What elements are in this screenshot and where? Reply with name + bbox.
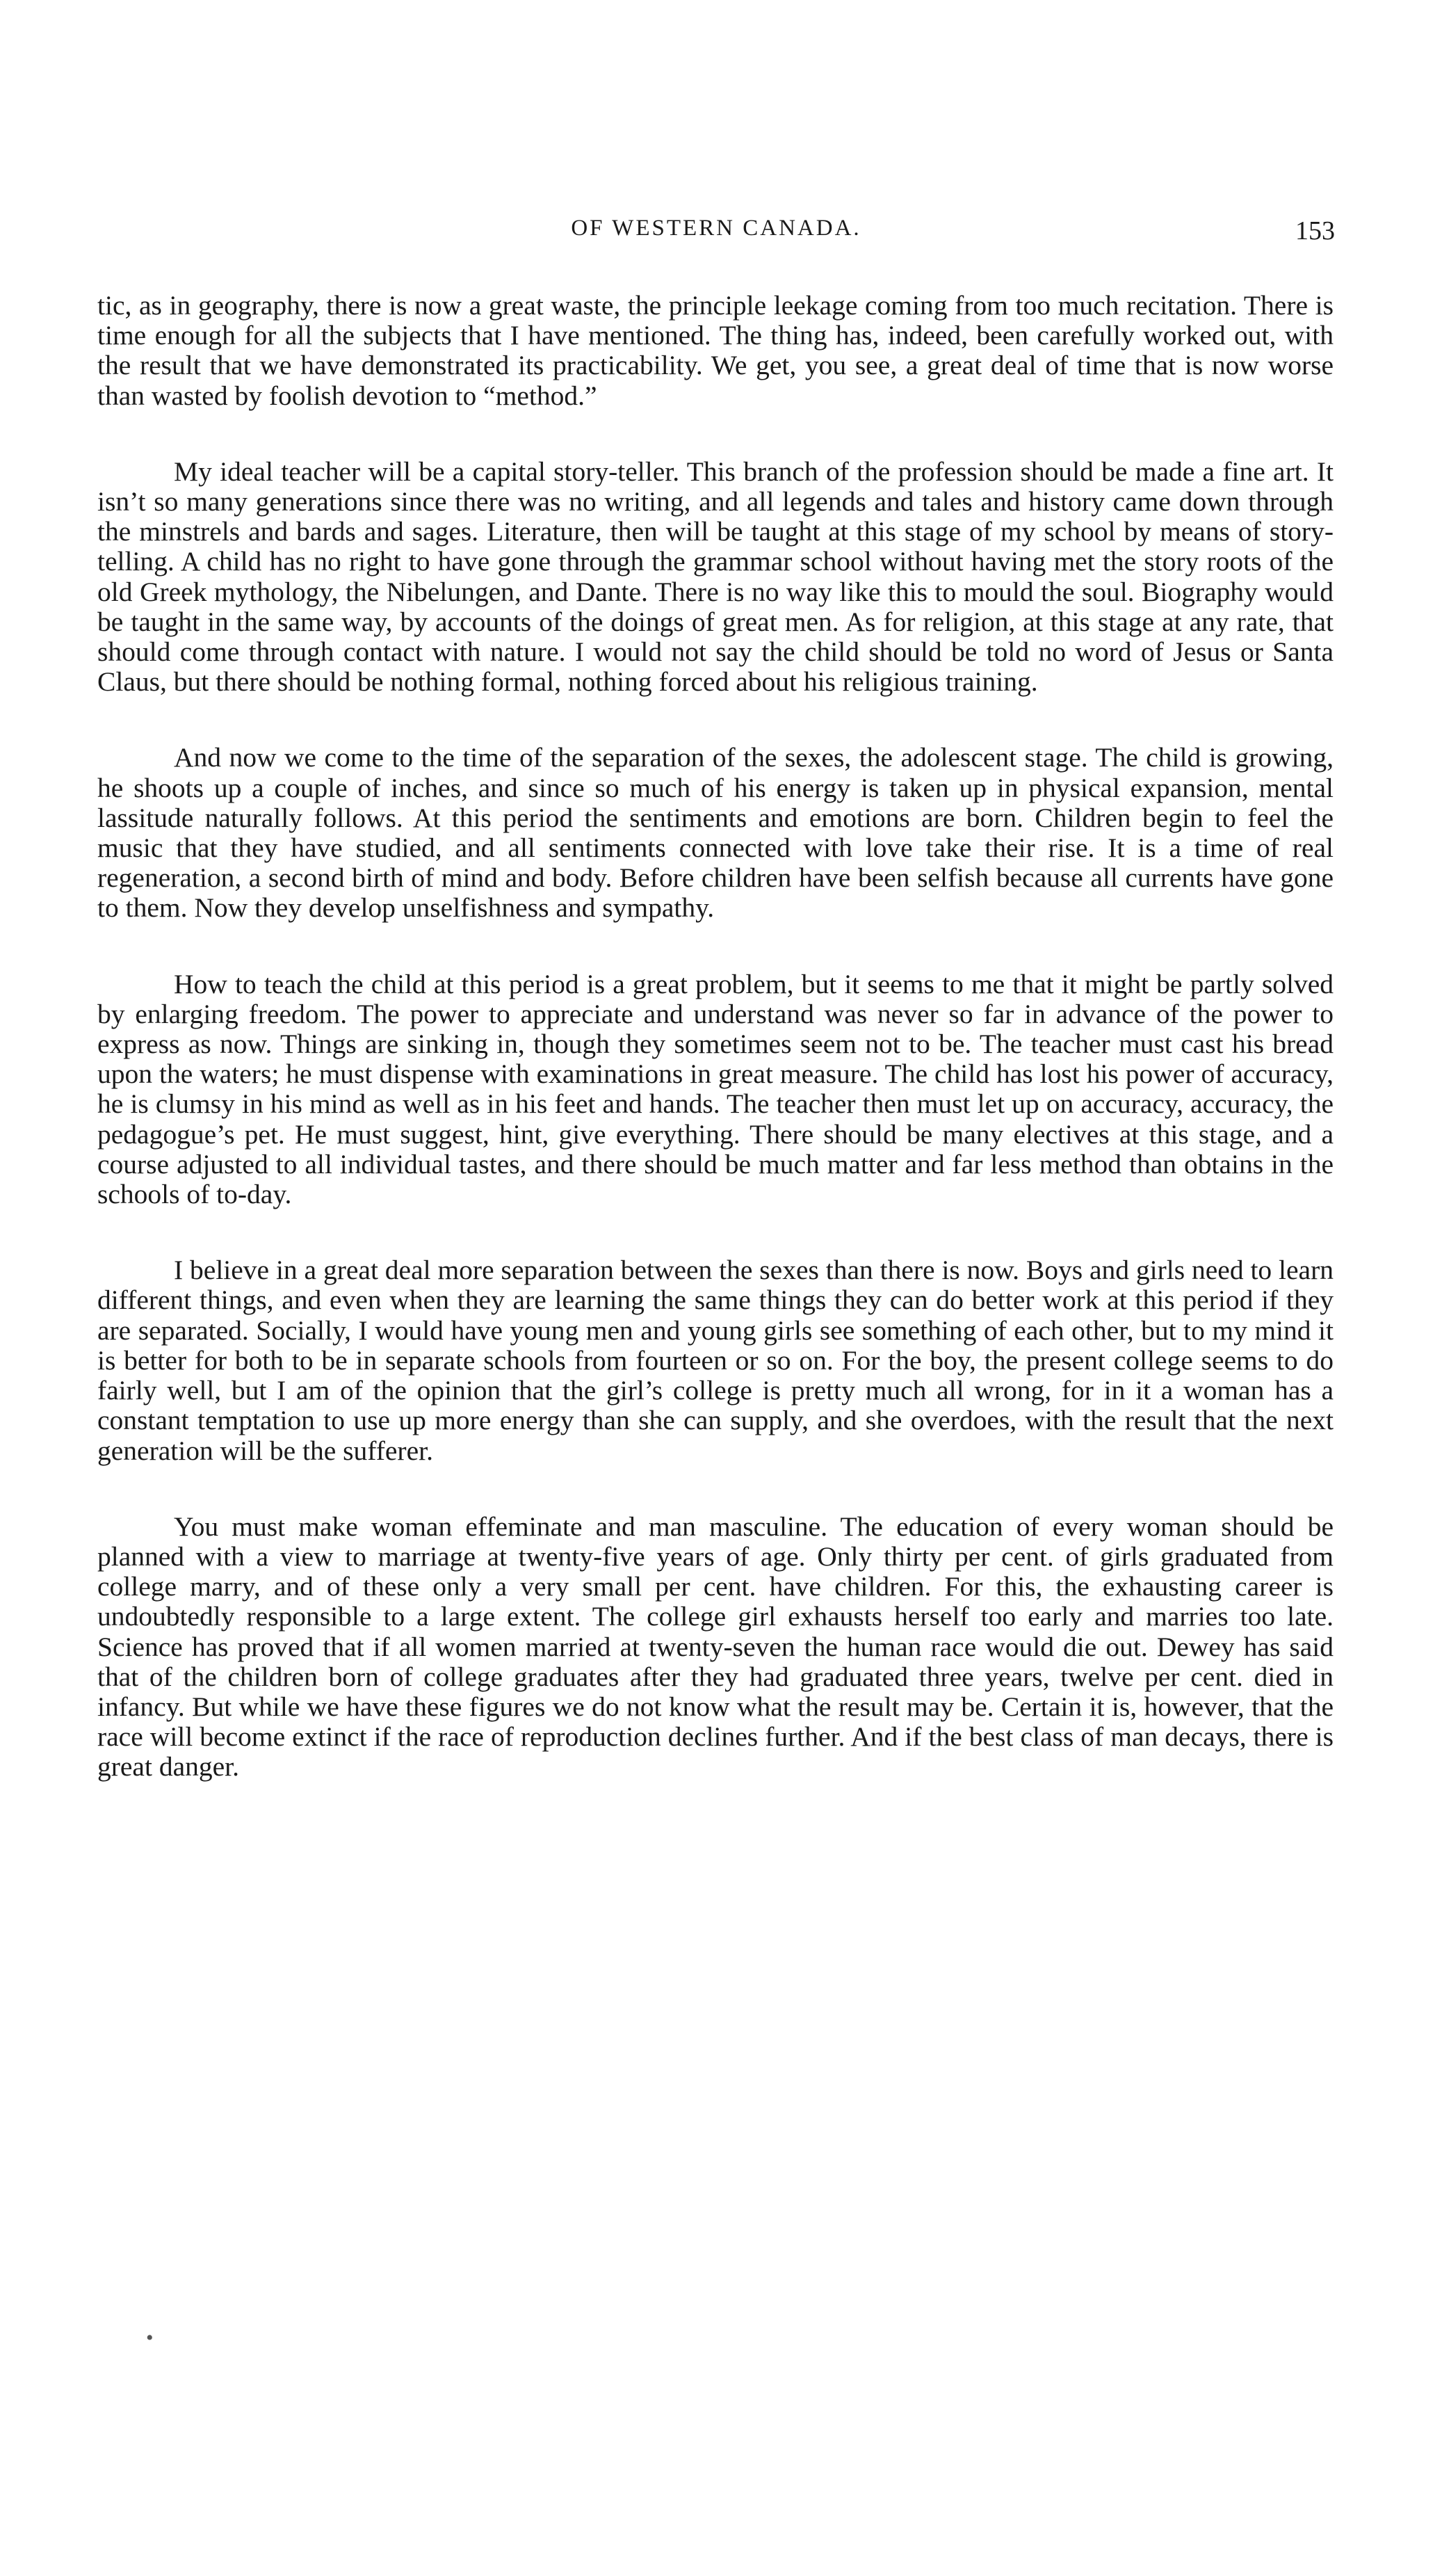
paragraph-continuation: tic, as in geography, there is now a great waste, the principle leekage coming from too much recitation. There is time enough for all the subjects that I have mentioned. The thing has, indeed, been carefully worked out, with the result that we have demonstrated its practicability. We get, you see, a great deal of time that is now worse than wasted by foolish devotion to “method.” (97, 290, 1334, 411)
page-header (97, 216, 1335, 257)
page-number: 153 (1295, 216, 1335, 245)
paragraph-adolescent-stage: And now we come to the time of the separation of the sexes, the adolescent stage. The child is growing, he shoots up a couple of inches, and since so much of his energy is taken up in physical expansion, mental lassitude naturally follows. At this period the sentiments and emotions are born. Children begin to feel the music that they have studied, and all sentiments connected with love take their rise. It is a time of real regeneration, a second birth of mind and body. Before children have been selfish because all currents have gone to them. Now they develop unselfishness and sympathy. (97, 742, 1334, 924)
ink-speck: • (146, 2326, 154, 2349)
paragraph-separation-of-sexes: I believe in a great deal more separation between the sexes than there is now. Boys and girls need to learn different things, and even when they are learning the same things they can do better work at this period if they are separated. Socially, I would have young men and young girls see something of each other, but to my mind it is better for both to be in separate schools from fourteen or so on. For the boy, the present college seems to do fairly well, but I am of the opinion that the girl’s college is pretty much all wrong, for in it a woman has a constant temptation to use up more energy than she can supply, and she overdoes, with the result that the next generation will be the sufferer. (97, 1255, 1334, 1466)
body-text (97, 291, 1334, 1828)
paragraph-teaching-problem: How to teach the child at this period is a great problem, but it seems to me that it might be partly solved by enlarging freedom. The power to appreciate and understand was never so far in advance of the power to express as now. Things are sinking in, though they sometimes seem not to be. The teacher must cast his bread upon the waters; he must dispense with examinations in great measure. The child has lost his power of accuracy, he is clumsy in his mind as well as in his feet and hands. The teacher then must let up on accuracy, accuracy, the pedagogue’s pet. He must suggest, hint, give everything. There should be many electives at this stage, and a course adjusted to all individual tastes, and there should be much matter and far less method than obtains in the schools of to-day. (97, 968, 1334, 1210)
paragraph-education-of-women: You must make woman effeminate and man masculine. The education of every woman should be planned with a view to marriage at twenty-five years of age. Only thirty per cent. of girls graduated from college marry, and of these only a very small per cent. have children. For this, the exhausting career is undoubtedly responsible to a large extent. The college girl exhausts herself too early and marries too late. Science has proved that if all women married at twenty-seven the human race would die out. Dewey has said that of the children born of college graduates after they had graduated three years, twelve per cent. died in infancy. But while we have these figures we do not know what the result may be. Certain it is, however, that the race will become extinct if the race of reproduction declines further. And if the best class of man decays, there is great danger. (97, 1511, 1334, 1782)
paragraph-story-teller: My ideal teacher will be a capital story-teller. This branch of the profession should be made a fine art. It isn’t so many generations since there was no writing, and all legends and tales and history came down through the minstrels and bards and sages. Literature, then will be taught at this stage of my school by means of story-telling. A child has no right to have gone through the grammar school without having met the story roots of the old Greek mythology, the Nibelungen, and Dante. There is no way like this to mould the soul. Biography would be taught in the same way, by accounts of the doings of great men. As for religion, at this stage at any rate, that should come through contact with nature. I would not say the child should be told no word of Jesus or Santa Claus, but there should be nothing formal, nothing forced about his religious training. (97, 456, 1334, 698)
running-head: OF WESTERN CANADA. (571, 216, 861, 241)
